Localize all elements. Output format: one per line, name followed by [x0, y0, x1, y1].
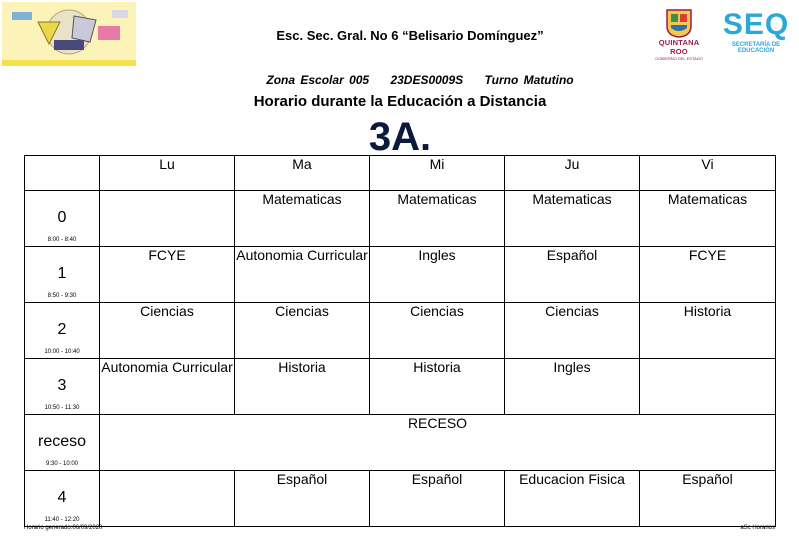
period-number: 2	[57, 321, 67, 338]
clave-escuela: 23DES0009S	[390, 73, 464, 87]
period-number: 4	[57, 489, 67, 506]
subject-cell: Ciencias	[100, 303, 235, 359]
state-crest-icon	[665, 8, 693, 38]
table-row	[25, 359, 776, 415]
day-header: Ju	[505, 156, 640, 191]
subject-cell: Ciencias	[370, 303, 505, 359]
subject-cell: Español	[505, 247, 640, 303]
table-row	[25, 303, 776, 359]
recess-row	[25, 415, 776, 471]
table-row	[25, 247, 776, 303]
school-name: Esc. Sec. Gral. No 6 “Belisario Domínguez”	[276, 28, 544, 43]
subject-cell: Educacion Fisica	[505, 471, 640, 527]
table-row	[25, 471, 776, 527]
table-row	[25, 191, 776, 247]
subject-cell: Ingles	[370, 247, 505, 303]
recess-cell: RECESO	[100, 415, 776, 471]
period-time: 10:50 - 11:30	[44, 405, 80, 411]
subject-cell: Matematicas	[640, 191, 776, 247]
quintana-roo-sublabel: GOBIERNO DEL ESTADO	[655, 56, 703, 61]
group-title: 3A.	[368, 115, 432, 159]
day-header: Vi	[640, 156, 776, 191]
period-time: 8:00 - 8:40	[47, 237, 77, 243]
period-cell	[25, 247, 100, 303]
seq-sublabel: SECRETARÍA DE EDUCACIÓN	[731, 42, 781, 54]
subject-cell	[100, 191, 235, 247]
subject-cell: FCYE	[100, 247, 235, 303]
subject-cell: Ingles	[505, 359, 640, 415]
schedule-subtitle: Horario durante la Educación a Distancia	[253, 93, 547, 110]
period-number: 0	[57, 209, 67, 226]
subject-cell: Español	[370, 471, 505, 527]
header-row	[25, 156, 776, 191]
subject-cell: Historia	[640, 303, 776, 359]
corner-cell	[25, 156, 100, 191]
subject-cell: FCYE	[640, 247, 776, 303]
period-time: 8:50 - 9:30	[47, 293, 77, 299]
turno: Turno Matutino	[484, 73, 574, 87]
subject-cell: Ciencias	[235, 303, 370, 359]
day-header: Ma	[235, 156, 370, 191]
zona-escolar: Zona Escolar 005	[266, 73, 370, 87]
subject-cell: Matematicas	[235, 191, 370, 247]
subject-cell: Historia	[235, 359, 370, 415]
period-time: 11:40 - 12:20	[44, 517, 80, 523]
subject-cell: Español	[235, 471, 370, 527]
subject-cell: Ciencias	[505, 303, 640, 359]
day-header: Mi	[370, 156, 505, 191]
subject-cell: Autonomia Curricular	[235, 247, 370, 303]
period-number: 3	[57, 377, 67, 394]
seq-label: SEQ	[722, 8, 790, 41]
period-cell	[25, 471, 100, 527]
quintana-roo-logo	[651, 8, 707, 61]
school-logo	[2, 2, 136, 66]
generated-date: Horario generado:06/09/2020	[24, 525, 103, 531]
period-time: 9:30 - 10:00	[45, 461, 79, 467]
subject-cell: Historia	[370, 359, 505, 415]
schedule-table	[24, 155, 776, 527]
subject-cell: Autonomia Curricular	[100, 359, 235, 415]
period-cell	[25, 415, 100, 471]
subject-cell: Español	[640, 471, 776, 527]
subject-cell	[100, 471, 235, 527]
subject-cell	[640, 359, 776, 415]
period-number: 1	[57, 265, 67, 282]
period-cell	[25, 359, 100, 415]
day-header: Lu	[100, 156, 235, 191]
subject-cell: Matematicas	[505, 191, 640, 247]
period-time: 10:00 - 10:40	[44, 349, 80, 355]
period-number: receso	[37, 433, 87, 450]
school-details	[200, 73, 640, 87]
quintana-roo-label: QUINTANA ROO	[658, 38, 700, 56]
period-cell	[25, 303, 100, 359]
subject-cell: Matematicas	[370, 191, 505, 247]
seq-logo	[716, 10, 796, 54]
software-credit: aSc Horarios	[740, 525, 775, 531]
period-cell	[25, 191, 100, 247]
